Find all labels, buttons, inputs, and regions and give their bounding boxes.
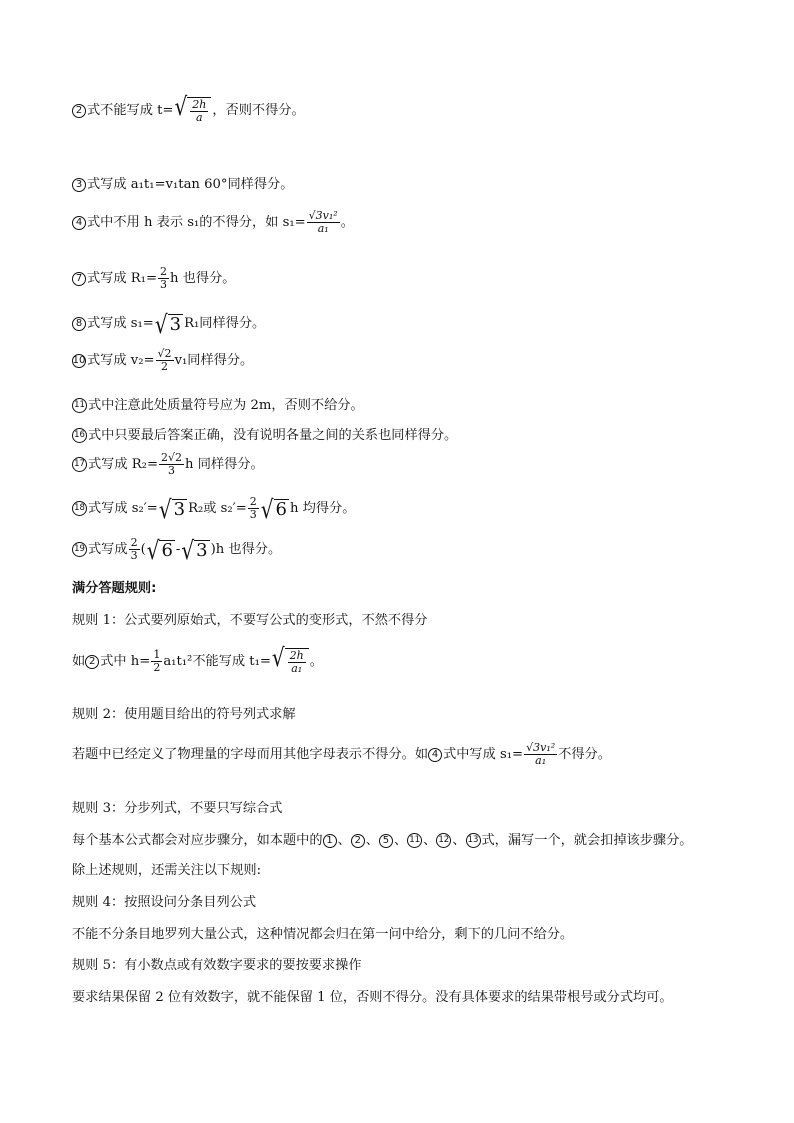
note-8	[72, 309, 266, 339]
sqrt-expression: √ 6	[146, 534, 173, 565]
fraction: $\frac{2}{3}$	[130, 536, 138, 563]
circled-number-marker: 11	[72, 398, 87, 413]
circled-number-marker: 11	[407, 833, 422, 848]
note-11	[72, 398, 364, 413]
note-3	[72, 178, 293, 192]
note-text: 式写成 a₁t₁=v₁tan 60°同样得分。	[87, 177, 294, 193]
circled-number-marker: 4	[72, 216, 86, 230]
note-text: 。	[340, 214, 354, 230]
fraction: $\frac{2}{3}$	[249, 495, 257, 522]
note-text: R₁同样得分。	[184, 316, 266, 332]
note-text: 式中只要最后答案正确，没有说明各量之间的关系也同样得分。	[88, 427, 458, 443]
sqrt-expression: √ 3	[181, 534, 208, 565]
sqrt-expression: √ $\frac{2h}{\text{a₁}}$	[272, 648, 309, 675]
circled-number-marker: 17	[72, 457, 87, 472]
note-17	[72, 452, 264, 477]
note-text: 式写成 R₁=	[87, 270, 158, 286]
rule-3-title: 规则 3：分步列式，不要只写综合式	[72, 801, 283, 816]
sqrt-expression: √ $\frac{2h}{a}$	[174, 97, 211, 124]
fraction: $\frac{2h}{a}$	[192, 98, 207, 125]
rule-1-example: 如 2 式中 h= $\frac{1}{2}$ a₁t₁²不能写成 t₁= √ $\frac{2h}{\text{a₁}}$ 。	[72, 642, 323, 676]
note-text: 式写成 R₂=	[88, 456, 159, 472]
circled-number-marker: 16	[72, 428, 87, 443]
note-text: h 同样得分。	[185, 456, 264, 472]
rule-2-title: 规则 2：使用题目给出的符号列式求解	[72, 707, 296, 722]
circled-number-marker: 2	[85, 655, 99, 669]
note-10	[72, 348, 253, 373]
note-text: 式写成 s₂′=	[88, 500, 158, 516]
fraction: $\frac{2√2}{3}$	[161, 451, 183, 478]
note-text: 式写成 s₁=	[87, 316, 154, 332]
fraction: $\frac{2h}{\text{a₁}}$	[289, 649, 304, 676]
fraction: $\frac{√2}{2}$	[157, 347, 172, 374]
rule-1-title: 规则 1：公式要列原始式，不要写公式的变形式，不然不得分	[72, 613, 428, 628]
note-text: h 也得分。	[170, 270, 236, 286]
rule-5-title: 规则 5：有小数点或有效数字要求的要按要求操作	[72, 958, 362, 973]
fraction: $\frac{2}{3}$	[160, 265, 168, 292]
circled-number-marker: 19	[72, 542, 87, 557]
sqrt-expression: √ 3	[158, 493, 186, 524]
note-4	[72, 210, 354, 235]
section-heading: 满分答题规则:	[72, 581, 157, 596]
circled-number-marker: 7	[72, 272, 86, 286]
note-text: ，否则不得分。	[212, 102, 305, 118]
note-19: 19 式写成 $\frac{2}{3}$ ( √ 6 - √ 3 )h 也得分。	[72, 537, 281, 562]
note-text: 式不能写成 t=	[87, 102, 174, 118]
note-2	[72, 91, 305, 125]
note-16	[72, 428, 457, 443]
note-text: 式写成 v₂=	[87, 352, 155, 368]
rule-4-body: 不能不分条目地罗列大量公式，这种情况都会归在第一问中给分，剩下的几问不给分。	[72, 927, 574, 942]
circled-number-marker: 5	[379, 834, 393, 848]
fraction: $\frac{\text{√3v₁²}}{\text{a₁}}$	[308, 209, 338, 236]
extra-rules-intro: 除上述规则，还需关注以下规则:	[72, 863, 262, 878]
note-text: h 均得分。	[289, 500, 356, 516]
rule-4-title: 规则 4：按照设问分条目列公式	[72, 895, 257, 910]
circled-number-marker: 13	[466, 833, 481, 848]
circled-number-marker: 4	[428, 748, 442, 762]
rule-2-example: 若题中已经定义了物理量的字母而用其他字母表示不得分。如 4 式中写成 s₁= $\frac{\text{√3v₁²}}{\text{a₁}}$ 不得分。	[72, 741, 611, 768]
note-text: 式中注意此处质量符号应为 2m，否则不给分。	[88, 397, 364, 413]
circled-number-marker: 1	[323, 834, 337, 848]
circled-number-marker: 12	[436, 833, 451, 848]
sqrt-expression: √ 3	[154, 309, 182, 339]
fraction: $\frac{\text{√3v₁²}}{\text{a₁}}$	[526, 741, 556, 768]
circled-number-marker: 2	[72, 104, 86, 118]
note-text: v₁同样得分。	[174, 352, 254, 368]
circled-number-marker: 8	[72, 317, 86, 331]
note-text: 式中不用 h 表示 s₁的不得分，如 s₁=	[87, 214, 306, 230]
note-text: 式写成	[88, 541, 128, 557]
sqrt-expression: √ 6	[260, 493, 287, 524]
note-7	[72, 266, 235, 291]
rule-3-body: 每个基本公式都会对应步骤分，如本题中的 1 、 2 、 5 、 11 、 12 、 13 式，漏写一个，就会扣掉该步骤分。	[72, 832, 693, 848]
note-18	[72, 493, 356, 524]
circled-number-marker: 10	[72, 354, 86, 366]
circled-number-marker: 2	[351, 834, 365, 848]
circled-number-marker: 3	[72, 178, 86, 192]
note-text: )h 也得分。	[210, 541, 282, 557]
circled-number-marker: 18	[72, 501, 87, 516]
fraction: $\frac{1}{2}$	[153, 648, 161, 675]
rule-5-body: 要求结果保留 2 位有效数字，就不能保留 1 位，否则不得分。没有具体要求的结果带根号或分式均可。	[72, 990, 673, 1005]
note-text: R₂或 s₂′=	[188, 500, 247, 516]
